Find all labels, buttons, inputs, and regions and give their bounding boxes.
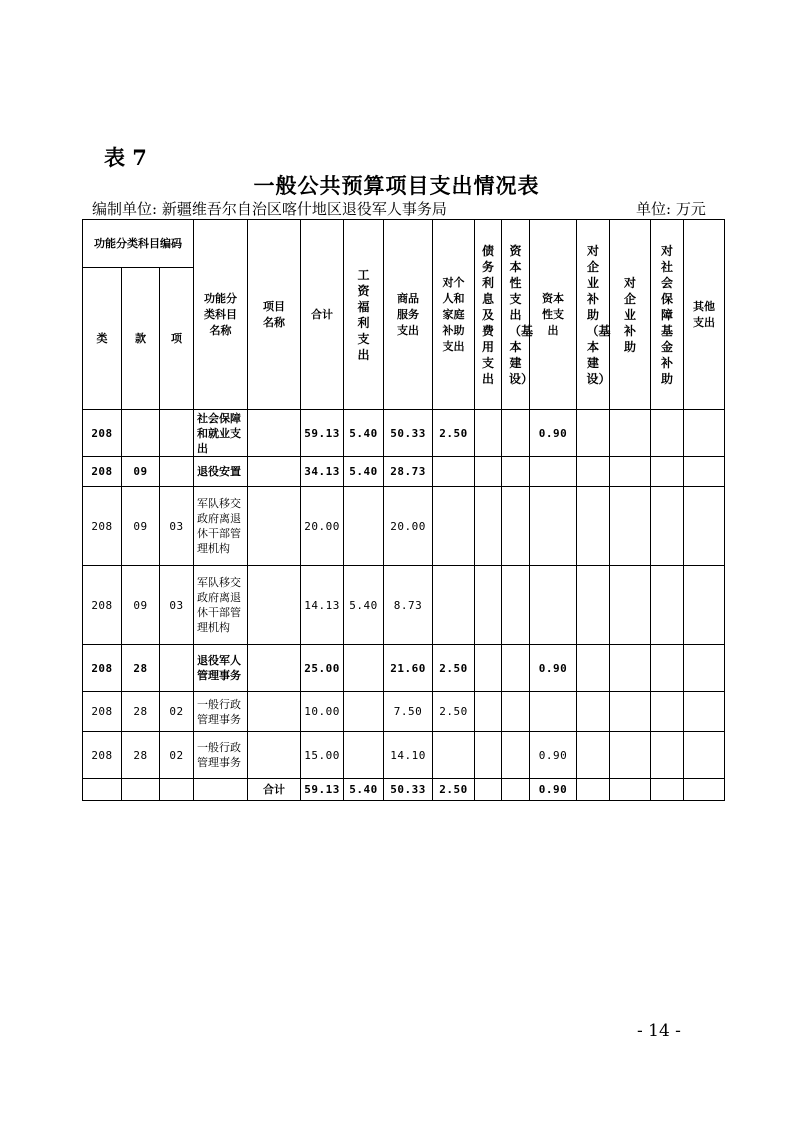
cell-personal [433, 487, 475, 566]
cell-total: 15.00 [301, 732, 344, 779]
func-name-header: 功能分类科目名称 [194, 220, 248, 410]
cell-func-name: 一般行政管理事务 [194, 732, 248, 779]
cell-kuan: 28 [122, 692, 160, 732]
cell-other [684, 645, 725, 692]
table-row [83, 457, 725, 487]
cell-social [651, 566, 684, 645]
page-title: 一般公共预算项目支出情况表 [253, 173, 540, 198]
cell-debt [475, 457, 502, 487]
cell-empty [83, 779, 122, 801]
cell-xiang [160, 645, 194, 692]
total-cell-capital-build [502, 779, 530, 801]
compiling-unit: 编制单位: 新疆维吾尔自治区喀什地区退役军人事务局 [92, 200, 447, 218]
cell-ent [610, 732, 651, 779]
cell-debt [475, 645, 502, 692]
cell-ent [610, 692, 651, 732]
cell-social [651, 487, 684, 566]
cell-ent [610, 566, 651, 645]
cell-lei: 208 [83, 732, 122, 779]
total-cell-capital: 0.90 [530, 779, 577, 801]
cell-social [651, 692, 684, 732]
goods-header: 商品服务支出 [384, 220, 433, 410]
cell-func-name: 社会保障和就业支出 [194, 410, 248, 457]
cell-xiang: 02 [160, 732, 194, 779]
cell-total: 10.00 [301, 692, 344, 732]
cell-personal: 2.50 [433, 692, 475, 732]
cell-other [684, 457, 725, 487]
capital-header: 资本性支出 [530, 220, 577, 410]
cell-ent [610, 487, 651, 566]
cell-kuan: 09 [122, 487, 160, 566]
table-row [83, 732, 725, 779]
cell-debt [475, 732, 502, 779]
cell-goods: 21.60 [384, 645, 433, 692]
cell-ent-build [577, 487, 610, 566]
cell-total: 59.13 [301, 410, 344, 457]
total-row [83, 779, 725, 801]
cell-item-name [248, 457, 301, 487]
code-group-header: 功能分类科目编码 [83, 220, 194, 268]
cell-func-name: 退役军人管理事务 [194, 645, 248, 692]
total-cell-debt [475, 779, 502, 801]
cell-other [684, 732, 725, 779]
cell-xiang: 02 [160, 692, 194, 732]
cell-kuan: 09 [122, 457, 160, 487]
cell-kuan: 09 [122, 566, 160, 645]
cell-empty [160, 779, 194, 801]
cell-capital: 0.90 [530, 732, 577, 779]
cell-kuan [122, 410, 160, 457]
cell-social [651, 732, 684, 779]
cell-goods: 20.00 [384, 487, 433, 566]
budget-table [82, 219, 725, 801]
cell-item-name [248, 732, 301, 779]
cell-item-name [248, 566, 301, 645]
kuan-header: 款 [122, 268, 160, 410]
cell-capital: 0.90 [530, 645, 577, 692]
cell-kuan: 28 [122, 645, 160, 692]
capital-build-header: 资本性支出（基本建设） [502, 220, 530, 410]
cell-personal: 2.50 [433, 645, 475, 692]
cell-xiang: 03 [160, 487, 194, 566]
total-cell-other [684, 779, 725, 801]
cell-other [684, 566, 725, 645]
total-cell-total: 59.13 [301, 779, 344, 801]
cell-debt [475, 566, 502, 645]
cell-func-name: 退役安置 [194, 457, 248, 487]
cell-item-name [248, 692, 301, 732]
cell-item-name [248, 645, 301, 692]
cell-capital-build [502, 645, 530, 692]
table-row [83, 487, 725, 566]
cell-debt [475, 410, 502, 457]
other-header: 其他支出 [684, 220, 725, 410]
cell-xiang [160, 410, 194, 457]
cell-personal [433, 732, 475, 779]
cell-ent-build [577, 566, 610, 645]
lei-header: 类 [83, 268, 122, 410]
ent-build-header: 对企业补助（基本建设） [577, 220, 610, 410]
cell-wage [344, 692, 384, 732]
cell-capital-build [502, 732, 530, 779]
cell-total: 25.00 [301, 645, 344, 692]
cell-goods: 14.10 [384, 732, 433, 779]
table-row [83, 566, 725, 645]
cell-wage: 5.40 [344, 566, 384, 645]
cell-personal [433, 566, 475, 645]
cell-personal: 2.50 [433, 410, 475, 457]
cell-lei: 208 [83, 410, 122, 457]
cell-ent-build [577, 645, 610, 692]
table-row [83, 645, 725, 692]
currency-unit: 单位: 万元 [636, 200, 706, 218]
cell-ent-build [577, 692, 610, 732]
table-row [83, 692, 725, 732]
cell-ent [610, 457, 651, 487]
cell-func-name: 军队移交政府离退休干部管理机构 [194, 487, 248, 566]
total-cell-social [651, 779, 684, 801]
cell-empty [194, 779, 248, 801]
cell-wage: 5.40 [344, 410, 384, 457]
cell-personal [433, 457, 475, 487]
cell-capital-build [502, 457, 530, 487]
cell-lei: 208 [83, 692, 122, 732]
cell-capital [530, 566, 577, 645]
debt-header: 债务利息及费用支出 [475, 220, 502, 410]
cell-xiang [160, 457, 194, 487]
total-cell-personal: 2.50 [433, 779, 475, 801]
cell-goods: 28.73 [384, 457, 433, 487]
cell-social [651, 410, 684, 457]
total-header: 合计 [301, 220, 344, 410]
cell-ent-build [577, 732, 610, 779]
cell-ent-build [577, 410, 610, 457]
cell-wage [344, 487, 384, 566]
cell-item-name [248, 410, 301, 457]
cell-social [651, 645, 684, 692]
cell-total: 14.13 [301, 566, 344, 645]
cell-wage: 5.40 [344, 457, 384, 487]
cell-goods: 7.50 [384, 692, 433, 732]
cell-lei: 208 [83, 487, 122, 566]
cell-item-name [248, 487, 301, 566]
cell-empty [122, 779, 160, 801]
cell-capital [530, 457, 577, 487]
cell-kuan: 28 [122, 732, 160, 779]
table-number: 表 7 [104, 145, 147, 170]
table-row [83, 410, 725, 457]
cell-other [684, 692, 725, 732]
wage-header: 工资福利支出 [344, 220, 384, 410]
social-header: 对社会保障基金补助 [651, 220, 684, 410]
cell-capital-build [502, 692, 530, 732]
cell-lei: 208 [83, 566, 122, 645]
cell-goods: 50.33 [384, 410, 433, 457]
personal-header: 对个人和家庭补助支出 [433, 220, 475, 410]
cell-capital-build [502, 410, 530, 457]
cell-lei: 208 [83, 457, 122, 487]
cell-lei: 208 [83, 645, 122, 692]
cell-wage [344, 732, 384, 779]
cell-capital [530, 692, 577, 732]
cell-capital-build [502, 566, 530, 645]
cell-ent [610, 645, 651, 692]
cell-wage [344, 645, 384, 692]
cell-func-name: 一般行政管理事务 [194, 692, 248, 732]
ent-header: 对企业补助 [610, 220, 651, 410]
total-cell-goods: 50.33 [384, 779, 433, 801]
cell-ent [610, 410, 651, 457]
cell-capital [530, 487, 577, 566]
cell-goods: 8.73 [384, 566, 433, 645]
cell-capital: 0.90 [530, 410, 577, 457]
cell-ent-build [577, 457, 610, 487]
total-cell-ent-build [577, 779, 610, 801]
item-name-header: 项目名称 [248, 220, 301, 410]
cell-other [684, 487, 725, 566]
cell-func-name: 军队移交政府离退休干部管理机构 [194, 566, 248, 645]
page-number: - 14 - [637, 1021, 681, 1041]
total-cell-label: 合计 [248, 779, 301, 801]
xiang-header: 项 [160, 268, 194, 410]
cell-debt [475, 692, 502, 732]
cell-total: 34.13 [301, 457, 344, 487]
cell-capital-build [502, 487, 530, 566]
total-cell-wage: 5.40 [344, 779, 384, 801]
cell-xiang: 03 [160, 566, 194, 645]
total-cell-ent [610, 779, 651, 801]
cell-other [684, 410, 725, 457]
cell-debt [475, 487, 502, 566]
cell-social [651, 457, 684, 487]
cell-total: 20.00 [301, 487, 344, 566]
